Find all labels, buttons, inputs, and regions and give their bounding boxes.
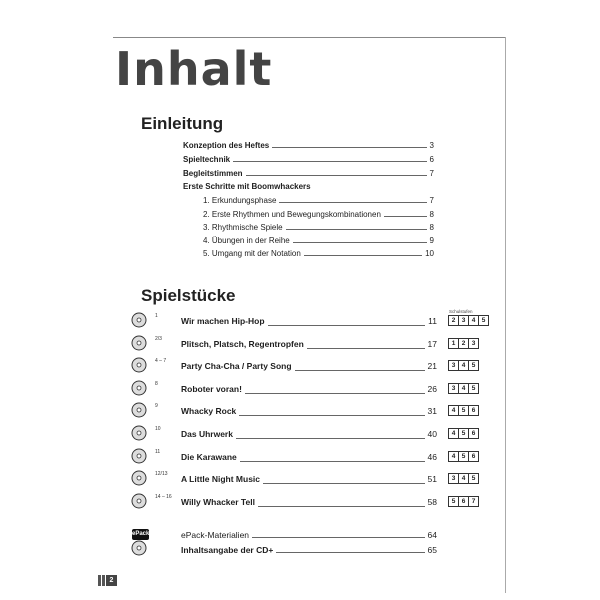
grade-box: 5 bbox=[468, 383, 479, 394]
grade-levels bbox=[449, 451, 479, 462]
dot-leader bbox=[240, 461, 425, 462]
toc-subentry[interactable] bbox=[203, 236, 434, 245]
piece-page: 26 bbox=[427, 384, 437, 394]
dot-leader bbox=[276, 552, 424, 553]
piece-title: Party Cha-Cha / Party Song bbox=[181, 361, 292, 371]
toc-subentry[interactable] bbox=[203, 223, 434, 232]
piece-title: Wir machen Hip-Hop bbox=[181, 316, 265, 326]
grade-box: 5 bbox=[458, 428, 469, 439]
grade-box: 6 bbox=[458, 496, 469, 507]
grade-box: 2 bbox=[448, 315, 459, 326]
toc-entry-label: 2. Erste Rhythmen und Bewegungskombinationen bbox=[203, 210, 381, 219]
cd-track-icon bbox=[131, 312, 147, 328]
grade-box: 4 bbox=[458, 383, 469, 394]
section-heading-einleitung: Einleitung bbox=[141, 114, 224, 133]
piece-title: Plitsch, Platsch, Regentropfen bbox=[181, 339, 304, 349]
dot-leader bbox=[233, 161, 426, 162]
piece-row[interactable] bbox=[131, 380, 437, 396]
toc-entry-epack[interactable] bbox=[181, 530, 437, 540]
piece-row[interactable] bbox=[131, 425, 437, 441]
cd-track-icon bbox=[131, 425, 147, 441]
piece-title: Die Karawane bbox=[181, 452, 237, 462]
grade-box: 6 bbox=[468, 405, 479, 416]
dot-leader bbox=[245, 393, 425, 394]
cd-track-icon bbox=[131, 493, 147, 509]
toc-entry-label: 5. Umgang mit der Notation bbox=[203, 249, 301, 258]
toc-entry-label: 3. Rhythmische Spiele bbox=[203, 223, 283, 232]
toc-entry-group-heading bbox=[183, 182, 311, 191]
grade-box: 4 bbox=[448, 451, 459, 462]
toc-entry-page: 65 bbox=[427, 545, 437, 555]
cd-track-icon bbox=[131, 335, 147, 351]
grade-box: 5 bbox=[458, 405, 469, 416]
toc-entry-page: 64 bbox=[427, 530, 437, 540]
piece-row[interactable] bbox=[131, 357, 437, 373]
grade-levels bbox=[449, 473, 479, 484]
grade-box: 5 bbox=[458, 451, 469, 462]
grade-box: 3 bbox=[468, 338, 479, 349]
track-number: 4 – 7 bbox=[155, 358, 167, 364]
piece-page: 46 bbox=[427, 452, 437, 462]
grade-levels bbox=[449, 338, 479, 349]
grade-levels bbox=[449, 360, 479, 371]
grade-box: 3 bbox=[458, 315, 469, 326]
piece-row[interactable] bbox=[131, 470, 437, 486]
toc-entry-cd[interactable] bbox=[181, 545, 437, 555]
dot-leader bbox=[268, 325, 425, 326]
grade-box: 6 bbox=[468, 428, 479, 439]
piece-title: Willy Whacker Tell bbox=[181, 497, 255, 507]
dot-leader bbox=[293, 242, 427, 243]
page-title: Inhalt bbox=[115, 42, 273, 96]
dot-leader bbox=[252, 537, 425, 538]
toc-subentry[interactable] bbox=[203, 210, 434, 219]
toc-entry[interactable] bbox=[183, 169, 434, 178]
grade-box: 1 bbox=[448, 338, 459, 349]
toc-entry-page: 8 bbox=[429, 223, 434, 232]
piece-page: 58 bbox=[427, 497, 437, 507]
grade-box: 6 bbox=[468, 451, 479, 462]
toc-entry[interactable] bbox=[183, 155, 434, 164]
grade-box: 4 bbox=[468, 315, 479, 326]
piece-row[interactable] bbox=[131, 402, 437, 418]
grade-box: 5 bbox=[468, 360, 479, 371]
piece-title: Roboter voran! bbox=[181, 384, 242, 394]
grade-levels bbox=[449, 383, 479, 394]
grade-box: 5 bbox=[468, 473, 479, 484]
dot-leader bbox=[286, 229, 427, 230]
toc-entry-page: 7 bbox=[429, 169, 434, 178]
section-heading-spielstuecke: Spielstücke bbox=[141, 286, 236, 305]
dot-leader bbox=[304, 255, 422, 256]
track-number: 2/3 bbox=[155, 336, 162, 342]
top-rule bbox=[113, 37, 505, 38]
toc-entry-label: Spieltechnik bbox=[183, 155, 231, 164]
dot-leader bbox=[263, 483, 425, 484]
toc-entry-label: Erste Schritte mit Boomwhackers bbox=[183, 182, 311, 191]
grade-box: 4 bbox=[458, 473, 469, 484]
piece-page: 17 bbox=[427, 339, 437, 349]
grade-levels bbox=[449, 315, 489, 326]
toc-entry-label: Begleitstimmen bbox=[183, 169, 243, 178]
piece-title: A Little Night Music bbox=[181, 474, 261, 484]
epack-icon: ePack bbox=[132, 529, 149, 540]
toc-entry-page: 6 bbox=[429, 155, 434, 164]
cd-track-icon bbox=[131, 402, 147, 418]
track-number: 14 – 16 bbox=[155, 494, 172, 500]
piece-title: Whacky Rock bbox=[181, 406, 237, 416]
grade-levels bbox=[449, 496, 479, 507]
toc-entry-page: 9 bbox=[429, 236, 434, 245]
grade-box: 4 bbox=[448, 405, 459, 416]
grades-column-header: Schulstufen bbox=[449, 309, 473, 314]
cd-track-icon bbox=[131, 380, 147, 396]
toc-entry-label: Konzeption des Heftes bbox=[183, 141, 270, 150]
page-number: 2 bbox=[106, 575, 117, 586]
track-number: 8 bbox=[155, 381, 158, 387]
grade-box: 4 bbox=[458, 360, 469, 371]
toc-entry-page: 10 bbox=[425, 249, 434, 258]
grade-box: 3 bbox=[448, 360, 459, 371]
toc-entry-page: 3 bbox=[429, 141, 434, 150]
piece-page: 31 bbox=[427, 406, 437, 416]
track-number: 11 bbox=[155, 449, 161, 455]
dot-leader bbox=[236, 438, 425, 439]
toc-entry[interactable] bbox=[183, 141, 434, 150]
grade-box: 4 bbox=[448, 428, 459, 439]
grade-box: 7 bbox=[468, 496, 479, 507]
toc-entry-label: 1. Erkundungsphase bbox=[203, 196, 277, 205]
piece-page: 40 bbox=[427, 429, 437, 439]
cd-icon bbox=[131, 540, 147, 556]
piece-page: 51 bbox=[427, 474, 437, 484]
grade-box: 5 bbox=[478, 315, 489, 326]
grade-levels bbox=[449, 405, 479, 416]
piece-row[interactable] bbox=[131, 312, 437, 328]
toc-subentry[interactable] bbox=[203, 249, 434, 258]
grade-box: 3 bbox=[448, 473, 459, 484]
toc-entry-page: 7 bbox=[429, 196, 434, 205]
cd-track-icon bbox=[131, 357, 147, 373]
track-number: 9 bbox=[155, 403, 158, 409]
dot-leader bbox=[295, 370, 425, 371]
right-margin-rule bbox=[505, 37, 506, 593]
piece-page: 11 bbox=[428, 316, 437, 326]
cd-track-icon bbox=[131, 470, 147, 486]
cd-track-icon bbox=[131, 448, 147, 464]
dot-leader bbox=[239, 415, 425, 416]
piece-row[interactable] bbox=[131, 493, 437, 509]
piece-row[interactable] bbox=[131, 448, 437, 464]
dot-leader bbox=[279, 202, 426, 203]
grade-box: 5 bbox=[448, 496, 459, 507]
piece-title: Das Uhrwerk bbox=[181, 429, 233, 439]
footer-stripe bbox=[102, 575, 105, 586]
dot-leader bbox=[246, 175, 427, 176]
piece-row[interactable] bbox=[131, 335, 437, 351]
toc-entry-label: 4. Übungen in der Reihe bbox=[203, 236, 290, 245]
dot-leader bbox=[272, 147, 426, 148]
track-number: 12/13 bbox=[155, 471, 168, 477]
toc-subentry[interactable] bbox=[203, 196, 434, 205]
dot-leader bbox=[384, 216, 427, 217]
grade-box: 2 bbox=[458, 338, 469, 349]
toc-entry-page: 8 bbox=[429, 210, 434, 219]
grade-box: 3 bbox=[448, 383, 459, 394]
page-number-tab bbox=[98, 575, 122, 586]
toc-entry-label: Inhaltsangabe der CD+ bbox=[181, 545, 274, 555]
footer-stripe bbox=[98, 575, 101, 586]
track-number: 1 bbox=[155, 313, 158, 319]
dot-leader bbox=[307, 348, 425, 349]
piece-page: 21 bbox=[427, 361, 437, 371]
grade-levels bbox=[449, 428, 479, 439]
track-number: 10 bbox=[155, 426, 161, 432]
dot-leader bbox=[258, 506, 425, 507]
toc-entry-label: ePack-Materialien bbox=[181, 530, 250, 540]
